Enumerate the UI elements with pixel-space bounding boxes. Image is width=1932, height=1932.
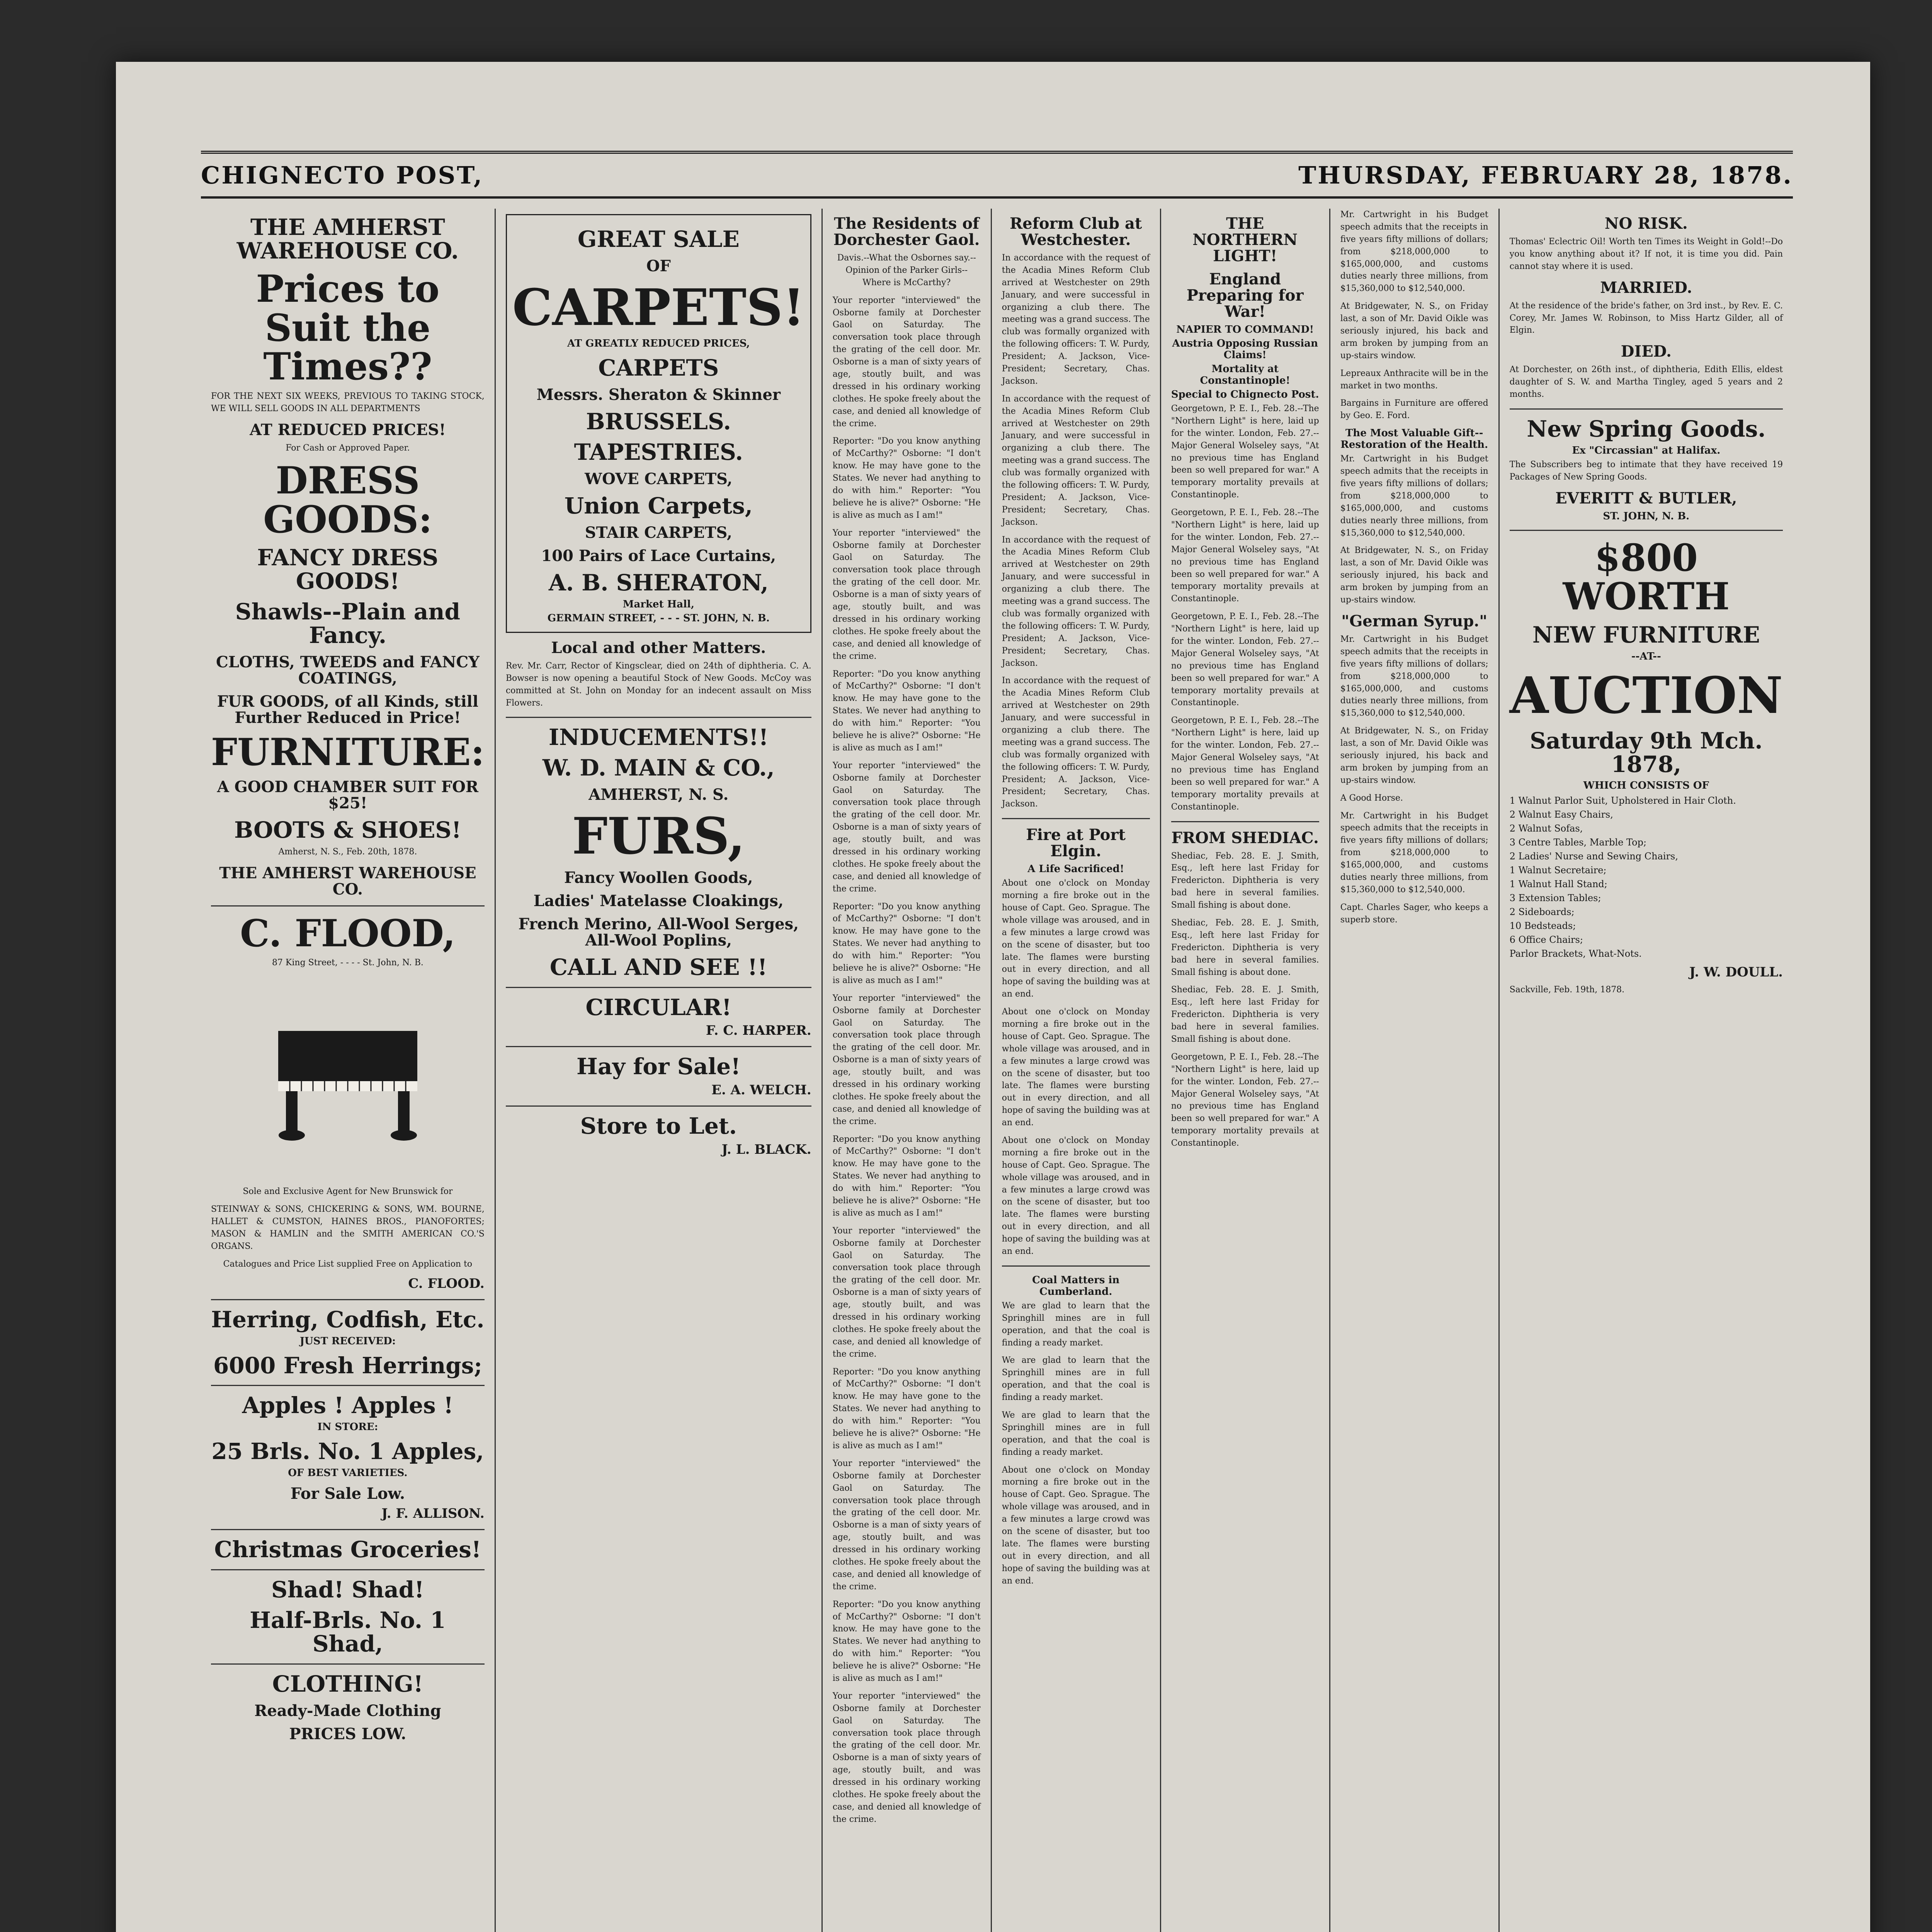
war-text-2: Georgetown, P. E. I., Feb. 28.--The "Northern Light" is here, laid up for the winter. London, Feb. 27.--Major General Wolseley says, "At no previous time has England been so well prepared for war." A temporary mortality prevails at Constantinople. — [1171, 508, 1319, 604]
hay-sale: Hay for Sale! — [577, 1053, 741, 1080]
gaol-text-9: Your reporter "interviewed" the Osborne family at Dorchester Gaol on Saturday. The conversation took place through the grating of the cell door. Mr. Osborne is a man of sixty years of age, stoutly built, and was dressed in his ordinary working clothes. He spoke freely about the case, and denied all knowledge of the crime. — [832, 1226, 981, 1359]
ready-made: Ready-Made Clothing — [254, 1701, 441, 1720]
amherst: AMHERST, N. S. — [588, 786, 729, 804]
column-1 — [201, 209, 496, 1932]
local-text: Rev. Mr. Carr, Rector of Kingsclear, died on 24th of diphtheria. C. A. Bowser is now opening a beautiful Stock of New Goods. McCoy was committed at St. John on Monday for an indecent assault on Miss Flowers. — [505, 661, 811, 708]
column-7 — [1500, 209, 1793, 1932]
harper-sig: F. C. HARPER. — [706, 1023, 811, 1039]
gaol-title: The Residents of Dorchester Gaol. — [833, 214, 980, 249]
flood-signature: C. FLOOD. — [408, 1276, 485, 1291]
dress-goods: DRESS GOODS: — [263, 458, 432, 541]
war-text: Georgetown, P. E. I., Feb. 28.--The "Northern Light" is here, laid up for the winter. London, Feb. 27.--Major General Wolseley says, "At no previous time has England been so well prepared for war." A temporary mortality prevails at Constantinople. — [1171, 404, 1319, 500]
issue-date: THURSDAY, FEBRUARY 28, 1878. — [1298, 161, 1793, 189]
agent-line: Sole and Exclusive Agent for New Brunswick for — [243, 1187, 453, 1197]
piano-icon — [263, 1008, 433, 1147]
worth: $800 WORTH — [1563, 536, 1730, 619]
war-text-3: Georgetown, P. E. I., Feb. 28.--The "Northern Light" is here, laid up for the winter. London, Feb. 27.--Major General Wolseley says, "At no previous time has England been so well prepared for war." A temporary mortality prevails at Constantinople. — [1171, 612, 1319, 708]
black-sig: J. L. BLACK. — [721, 1142, 811, 1158]
died: DIED. — [1621, 342, 1672, 361]
reduced-label: AT GREATLY REDUCED PRICES, — [567, 338, 750, 350]
fire-text-2: About one o'clock on Monday morning a fire broke out in the house of Capt. Geo. Sprague. The whole village was aroused, and in a few minutes a large crowd was on the scene of disaster, but too late. The flames were bursting out in every direction, and all hope of saving the building was at an end. — [1002, 1007, 1150, 1128]
intro-text: FOR THE NEXT SIX WEEKS, PREVIOUS TO TAKING STOCK, WE WILL SELL GOODS IN ALL DEPARTMENTS — [211, 391, 485, 414]
list-item: 6 Office Chairs; — [1509, 934, 1583, 946]
market-hall: Market Hall, — [622, 598, 694, 610]
reform-title: Reform Club at Westchester. — [1010, 214, 1142, 249]
syrup-text: Mr. Cartwright in his Budget speech admits that the receipts in five years fifty millions of dollars; from $218,000,000 to $165,000,000, and customs duties nearly three millions, from $15,360,000 to $12,540,000. — [1340, 634, 1488, 718]
slogan: Prices to Suit the Times?? — [256, 267, 440, 389]
bargains: Bargains in Furniture are offered by Geo. E. Ford. — [1340, 398, 1488, 421]
furs: FURS, — [572, 806, 745, 866]
merino: French Merino, All-Wool Serges, All-Wool Poplins, — [518, 915, 799, 949]
gaol-sub: Davis.--What the Osbornes say.--Opinion of the Parker Girls--Where is McCarthy? — [837, 253, 976, 287]
union: Union Carpets, — [564, 493, 753, 519]
reform-text-4: In accordance with the request of the Acadia Mines Reform Club arrived at Westchester on 29th January, and were successful in organizing a club there. The meeting was a grand success. The club was formally organized with the following officers: T. W. Purdy, President; A. Jackson, Vice-President; Secretary, Chas. Jackson. — [1002, 676, 1150, 809]
place: Amherst, N. S., Feb. 20th, 1878. — [278, 847, 417, 857]
bridgewater-text: At Bridgewater, N. S., on Friday last, a son of Mr. David Oikle was seriously injured, his back and arm broken by jumping from an up-stairs window. — [1340, 301, 1488, 361]
gaol-text-4: Reporter: "Do you know anything of McCarthy?" Osborne: "I don't know. He may have gone to the States. We never had anything to do with him." Reporter: "You believe he is alive?" Osborne: "He is alive as much as I am!" — [832, 669, 981, 753]
lepreaux: Lepreaux Anthracite will be in the market in two months. — [1340, 368, 1488, 391]
consists: WHICH CONSISTS OF — [1583, 780, 1709, 792]
list-item: 2 Walnut Sofas, — [1509, 823, 1583, 834]
gaol-text-13: Your reporter "interviewed" the Osborne family at Dorchester Gaol on Saturday. The conversation took place through the grating of the cell door. Mr. Osborne is a man of sixty years of age, stoutly built, and was dressed in his ordinary working clothes. He spoke freely about the case, and denied all knowledge of the crime. — [832, 1691, 981, 1824]
woollen: Fancy Woollen Goods, — [564, 868, 753, 887]
shediac-title: FROM SHEDIAC. — [1171, 828, 1319, 847]
shediac-text-3: Shediac, Feb. 28. E. J. Smith, Esq., left here last Friday for Fredericton. Diphtheria is very bad here in several families. Small fishing is about done. — [1171, 985, 1319, 1044]
gaol-text: Your reporter "interviewed" the Osborne family at Dorchester Gaol on Saturday. The conversation took place through the grating of the cell door. Mr. Osborne is a man of sixty years of age, stoutly built, and was dressed in his ordinary working clothes. He spoke freely about the case, and denied all knowledge of the crime. — [832, 295, 981, 429]
newspaper-page — [116, 62, 1870, 1932]
list-item: Parlor Brackets, What-Nots. — [1509, 948, 1642, 959]
column-2 — [496, 209, 823, 1932]
received: JUST RECEIVED: — [299, 1335, 396, 1347]
no-risk-text: Thomas' Eclectric Oil! Worth ten Times its Weight in Gold!--Do you know anything about it? If not, it is time you did. Pain cannot stay where it is used. — [1509, 237, 1783, 271]
gaol-text-8: Reporter: "Do you know anything of McCarthy?" Osborne: "I don't know. He may have gone to the States. We never had anything to do with him." Reporter: "You believe he is alive?" Osborne: "He is alive as much as I am!" — [832, 1134, 981, 1218]
no-risk: NO RISK. — [1604, 214, 1688, 233]
column-4 — [992, 209, 1161, 1932]
war-text-4: Georgetown, P. E. I., Feb. 28.--The "Northern Light" is here, laid up for the winter. London, Feb. 27.--Major General Wolseley says, "At no previous time has England been so well prepared for war." A temporary mortality prevails at Constantinople. — [1171, 716, 1319, 812]
coal-text: We are glad to learn that the Springhill mines are in full operation, and that the coal is finding a ready market. — [1002, 1301, 1150, 1348]
ladies-cloakings: Ladies' Matelasse Cloakings, — [533, 891, 784, 910]
brussels: BRUSSELS. — [586, 408, 731, 435]
allison-sig: J. F. ALLISON. — [381, 1506, 485, 1522]
gift-title: The Most Valuable Gift--Restoration of the Health. — [1340, 427, 1488, 451]
coal-text-3: We are glad to learn that the Springhill mines are in full operation, and that the coal is finding a ready market. — [1002, 1410, 1150, 1457]
gaol-text-10: Reporter: "Do you know anything of McCarthy?" Osborne: "I don't know. He may have gone to the States. We never had anything to do with him." Reporter: "You believe he is alive?" Osborne: "He is alive as much as I am!" — [832, 1367, 981, 1451]
circular: CIRCULAR! — [585, 994, 732, 1020]
coal-title: Coal Matters in Cumberland. — [1032, 1274, 1120, 1298]
welch-sig: E. A. WELCH. — [711, 1082, 811, 1098]
horse-text: A Good Horse. — [1340, 793, 1403, 803]
store-name: THE AMHERST WAREHOUSE CO. — [236, 214, 459, 264]
reform-text-2: In accordance with the request of the Acadia Mines Reform Club arrived at Westchester on 29th January, and were successful in organizing a club there. The meeting was a grand success. The club was formally organized with the following officers: T. W. Purdy, President; A. Jackson, Vice-President; Secretary, Chas. Jackson. — [1002, 394, 1150, 527]
fire-text-3: About one o'clock on Monday morning a fire broke out in the house of Capt. Geo. Sprague. The whole village was aroused, and in a few minutes a large crowd was on the scene of disaster, but too late. The flames were bursting out in every direction, and all hope of saving the building was at an end. — [1002, 1136, 1150, 1257]
spring-goods: New Spring Goods. — [1527, 416, 1766, 442]
gaol-text-6: Reporter: "Do you know anything of McCarthy?" Osborne: "I don't know. He may have gone to the States. We never had anything to do with him." Reporter: "You believe he is alive?" Osborne: "He is alive as much as I am!" — [832, 901, 981, 985]
furniture: FURNITURE: — [211, 730, 485, 774]
herring-heading: Herring, Codfish, Etc. — [211, 1306, 485, 1333]
list-item: 3 Centre Tables, Marble Top; — [1509, 837, 1647, 848]
doull-sig: J. W. DOULL. — [1689, 964, 1783, 980]
sackville: Sackville, Feb. 19th, 1878. — [1509, 985, 1625, 995]
at-label: --AT-- — [1631, 651, 1661, 663]
of-label: OF — [646, 257, 671, 275]
new-furniture: NEW FURNITURE — [1532, 622, 1760, 648]
column-5 — [1161, 209, 1330, 1932]
herrings: 6000 Fresh Herrings; — [213, 1352, 482, 1379]
reform-text: In accordance with the request of the Acadia Mines Reform Club arrived at Westchester on 29th January, and were successful in organizing a club there. The meeting was a grand success. The club was formally organized with the following officers: T. W. Purdy, President; A. Jackson, Vice-President; Secretary, Chas. Jackson. — [1002, 253, 1150, 386]
napier: NAPIER TO COMMAND! — [1176, 324, 1314, 335]
germain-street: GERMAIN STREET, - - - ST. JOHN, N. B. — [547, 612, 770, 624]
list-item: 1 Walnut Hall Stand; — [1509, 879, 1607, 890]
goods-text: The Subscribers beg to intimate that they have received 19 Packages of New Spring Goods. — [1509, 459, 1783, 482]
gaol-text-11: Your reporter "interviewed" the Osborne family at Dorchester Gaol on Saturday. The conversation took place through the grating of the cell door. Mr. Osborne is a man of sixty years of age, stoutly built, and was dressed in his ordinary working clothes. He spoke freely about the case, and denied all knowledge of the crime. — [832, 1458, 981, 1592]
northern-light: THE NORTHERN LIGHT! — [1192, 214, 1298, 265]
gaol-text-12: Reporter: "Do you know anything of McCarthy?" Osborne: "I don't know. He may have gone to the States. We never had anything to do with him." Reporter: "You believe he is alive?" Osborne: "He is alive as much as I am!" — [832, 1599, 981, 1683]
lace: 100 Pairs of Lace Curtains, — [541, 546, 776, 565]
for-sale: For Sale Low. — [290, 1485, 405, 1503]
chamber-suit: A GOOD CHAMBER SUIT FOR $25! — [217, 777, 479, 812]
married-text: At the residence of the bride's father, on 3rd inst., by Rev. E. C. Corey, Mr. James W. Robinson, to Miss Hartz Gilder, all of Elgin. — [1509, 301, 1783, 335]
mortality: Mortality at Constantinople! — [1200, 363, 1290, 386]
columns — [201, 209, 1793, 1932]
fancy-dress: FANCY DRESS GOODS! — [257, 544, 439, 595]
shediac-text: Shediac, Feb. 28. E. J. Smith, Esq., left here last Friday for Fredericton. Diphtheria is very bad here in several families. Small fishing is about done. — [1171, 851, 1319, 910]
gaol-text-2: Reporter: "Do you know anything of McCarthy?" Osborne: "I don't know. He may have gone to the States. We never had anything to do with him." Reporter: "You believe he is alive?" Osborne: "He is alive as much as I am!" — [832, 436, 981, 520]
gaol-text-7: Your reporter "interviewed" the Osborne family at Dorchester Gaol on Saturday. The conversation took place through the grating of the cell door. Mr. Osborne is a man of sixty years of age, stoutly built, and was dressed in his ordinary working clothes. He spoke freely about the case, and denied all knowledge of the crime. — [832, 993, 981, 1126]
fur-goods: FUR GOODS, of all Kinds, still Further Reduced in Price! — [217, 692, 479, 727]
auction-date: Saturday 9th Mch. 1878, — [1530, 727, 1763, 777]
apples-brls: 25 Brls. No. 1 Apples, — [211, 1438, 484, 1465]
store-footer: THE AMHERST WAREHOUSE CO. — [219, 864, 476, 898]
wove: WOVE CARPETS, — [585, 470, 733, 488]
masthead — [201, 151, 1793, 199]
austria: Austria Opposing Russian Claims! — [1172, 338, 1318, 361]
shediac-text-2: Shediac, Feb. 28. E. J. Smith, Esq., left here last Friday for Fredericton. Diphtheria is very bad here in several families. Small fishing is about done. — [1171, 918, 1319, 977]
main-co: W. D. MAIN & CO., — [542, 755, 775, 781]
clothing: CLOTHING! — [272, 1670, 423, 1697]
reduced-prices: AT REDUCED PRICES! — [250, 420, 446, 439]
fire-sub: A Life Sacrificed! — [1027, 863, 1124, 875]
in-store: IN STORE: — [317, 1421, 378, 1433]
budget-text: Mr. Cartwright in his Budget speech admits that the receipts in five years fifty millions of dollars; from $218,000,000 to $165,000,000, and customs duties nearly three millions, from $15,360,000 to $12,540,000. — [1340, 210, 1488, 294]
fire-text: About one o'clock on Monday morning a fire broke out in the house of Capt. Geo. Sprague. The whole village was aroused, and in a few minutes a large crowd was on the scene of disaster, but too late. The flames were bursting out in every direction, and all hope of saving the building was at an end. — [1002, 878, 1150, 999]
local-heading: Local and other Matters. — [551, 638, 766, 657]
german-syrup: "German Syrup." — [1341, 612, 1488, 630]
special: Special to Chignecto Post. — [1171, 389, 1319, 400]
terms: For Cash or Approved Paper. — [286, 443, 410, 453]
coal-text-2: We are glad to learn that the Springhill mines are in full operation, and that the coal is finding a ready market. — [1002, 1355, 1150, 1403]
circassian: Ex "Circassian" at Halifax. — [1572, 444, 1721, 456]
column-6 — [1330, 209, 1500, 1932]
flood-address: 87 King Street, - - - - St. John, N. B. — [272, 958, 423, 968]
tapestries: TAPESTRIES. — [574, 439, 743, 466]
list-item: 1 Walnut Parlor Suit, Upholstered in Hair Cloth. — [1509, 795, 1736, 806]
shad-brls: Half-Brls. No. 1 Shad, — [250, 1607, 446, 1657]
great-sale: GREAT SALE — [577, 226, 740, 252]
items-list — [1510, 794, 1783, 961]
list-item: 1 Walnut Secretaire; — [1509, 865, 1607, 876]
died-text: At Dorchester, on 26th inst., of diphtheria, Edith Ellis, eldest daughter of S. W. and Martha Tingley, aged 5 years and 2 months. — [1509, 365, 1783, 400]
list-item: 2 Sideboards; — [1509, 906, 1575, 918]
sheraton: A. B. SHERATON, — [548, 569, 769, 596]
gift-text-2: At Bridgewater, N. S., on Friday last, a son of Mr. David Oikle was seriously injured, his back and arm broken by jumping from an up-stairs window. — [1340, 546, 1488, 605]
everitt: EVERITT & BUTLER, — [1555, 489, 1737, 507]
everitt-city: ST. JOHN, N. B. — [1603, 510, 1690, 522]
carpet-ad — [506, 214, 811, 633]
reform-text-3: In accordance with the request of the Acadia Mines Reform Club arrived at Westchester on 29th January, and were successful in organizing a club there. The meeting was a grand success. The club was formally organized with the following officers: T. W. Purdy, President; A. Jackson, Vice-President; Secretary, Chas. Jackson. — [1002, 535, 1150, 668]
flood-name: C. FLOOD, — [240, 911, 456, 955]
christmas: Christmas Groceries! — [214, 1536, 481, 1563]
married: MARRIED. — [1600, 278, 1692, 297]
list-item: 2 Ladies' Nurse and Sewing Chairs, — [1509, 851, 1678, 862]
store-let: Store to Let. — [580, 1113, 737, 1139]
call-see: CALL AND SEE !! — [549, 954, 767, 980]
shad-heading: Shad! Shad! — [271, 1577, 424, 1603]
column-3 — [823, 209, 992, 1932]
syrup-text-2: At Bridgewater, N. S., on Friday last, a son of Mr. David Oikle was seriously injured, his back and arm broken by jumping from an up-stairs window. — [1340, 726, 1488, 785]
list-item: 2 Walnut Easy Chairs, — [1509, 809, 1613, 820]
auction: AUCTION — [1509, 666, 1783, 725]
boots-shoes: BOOTS & SHOES! — [234, 816, 461, 843]
gift-text: Mr. Cartwright in his Budget speech admits that the receipts in five years fifty millions of dollars; from $218,000,000 to $165,000,000, and customs duties nearly three millions, from $15,360,000 to $12,540,000. — [1340, 454, 1488, 538]
coal-text-4: About one o'clock on Monday morning a fire broke out in the house of Capt. Geo. Sprague. The whole village was aroused, and in a few minutes a large crowd was on the scene of disaster, but too late. The flames were bursting out in every direction, and all hope of saving the building was at an end. — [1002, 1465, 1150, 1586]
inducements: INDUCEMENTS!! — [548, 724, 769, 751]
gaol-text-5: Your reporter "interviewed" the Osborne family at Dorchester Gaol on Saturday. The conversation took place through the grating of the cell door. Mr. Osborne is a man of sixty years of age, stoutly built, and was dressed in his ordinary working clothes. He spoke freely about the case, and denied all knowledge of the crime. — [832, 760, 981, 894]
sager-text: Capt. Charles Sager, who keeps a superb store. — [1340, 902, 1488, 925]
extra-text: Mr. Cartwright in his Budget speech admits that the receipts in five years fifty millions of dollars; from $218,000,000 to $165,000,000, and customs duties nearly three millions, from $15,360,000 to $12,540,000. — [1340, 811, 1488, 895]
paper-name: CHIGNECTO POST, — [201, 161, 484, 189]
list-item: 3 Extension Tables; — [1509, 893, 1601, 904]
war-headline: England Preparing for War! — [1186, 270, 1304, 321]
shediac-text-4: Georgetown, P. E. I., Feb. 28.--The "Northern Light" is here, laid up for the winter. London, Feb. 27.--Major General Wolseley says, "At no previous time has England been so well prepared for war." A temporary mortality prevails at Constantinople. — [1171, 1052, 1319, 1148]
shawls: Shawls--Plain and Fancy. — [235, 599, 461, 649]
cloths: CLOTHS, TWEEDS and FANCY COATINGS, — [216, 653, 480, 687]
carpets-sub: CARPETS — [598, 355, 719, 381]
firm-name: Messrs. Sheraton & Skinner — [536, 386, 781, 404]
list-item: 10 Bedsteads; — [1509, 920, 1576, 932]
gaol-text-3: Your reporter "interviewed" the Osborne family at Dorchester Gaol on Saturday. The conversation took place through the grating of the cell door. Mr. Osborne is a man of sixty years of age, stoutly built, and was dressed in his ordinary working clothes. He spoke freely about the case, and denied all knowledge of the crime. — [832, 528, 981, 661]
prices-low: PRICES LOW. — [289, 1725, 406, 1743]
carpets-title: CARPETS! — [512, 277, 805, 337]
pianos-list: STEINWAY & SONS, CHICKERING & SONS, WM. BOURNE, HALLET & CUMSTON, HAINES BROS., PIANOFORTES; MASON & HAMLIN and the SMITH AMERICAN CO.'S ORGANS. — [211, 1204, 485, 1251]
fire-title: Fire at Port Elgin. — [1026, 826, 1126, 861]
varieties: OF BEST VARIETIES. — [288, 1467, 408, 1479]
apples-heading: Apples ! Apples ! — [242, 1392, 454, 1419]
catalogue: Catalogues and Price List supplied Free on Application to — [223, 1259, 473, 1269]
piano-illustration — [211, 977, 485, 1178]
stair: STAIR CARPETS, — [585, 523, 732, 542]
